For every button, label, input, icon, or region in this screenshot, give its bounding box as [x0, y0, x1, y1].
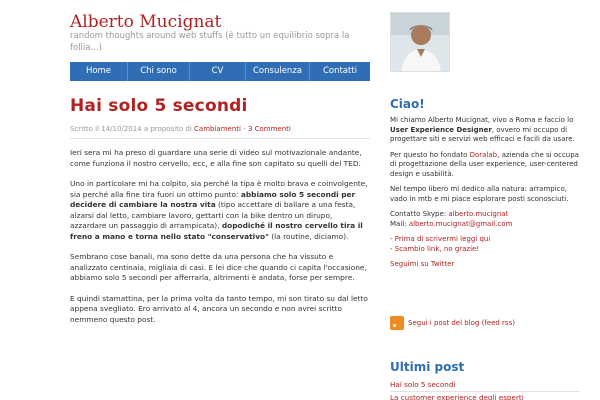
skype-label: Contatto Skype: [390, 210, 449, 218]
post-body [70, 148, 370, 335]
nav-item-chi-sono[interactable]: Chi sono [128, 62, 190, 81]
p2-text-c: (la routine, diciamo). [268, 231, 349, 241]
person-photo-icon [391, 13, 450, 72]
rss-link[interactable]: Segui i post del blog (feed rss) [408, 319, 515, 327]
intro-role: User Experience Designer [390, 125, 492, 134]
comments-link[interactable]: 3 Commenti [247, 125, 291, 133]
freetime-paragraph: Nel tempo libero mi dedico alla natura: arrampico, vado in mtb e mi piace esplorare posti sconosciuti. [390, 185, 569, 203]
intro-text-a: Mi chiamo Alberto Mucignat, vivo a Roma e faccio lo [390, 116, 574, 124]
sidebar-about [390, 116, 580, 276]
paragraph-4: E quindi stamattina, per la prima volta da tanto tempo, mi son tirato su dal letto appena svegliato. Ero arrivato al 4, ancora un secondo e non avrei scritto nemmeno questo post. [70, 293, 368, 324]
p2-bold-b: dopodiché il nostro cervello tira il freno a mano e torna nello stato "conservativo" [70, 221, 363, 241]
founded-text-b: , azienda che si occupa di progettazione della user experience, user-centered design e usabilità. [390, 150, 579, 178]
contact-paragraph [390, 210, 580, 229]
recent-post-item[interactable]: Hai solo 5 secondi [390, 379, 580, 392]
read-first-link[interactable]: - Prima di scrivermi leggi qui [390, 235, 491, 243]
site-title[interactable]: Alberto Mucignat [70, 12, 222, 32]
recent-post-item[interactable]: La customer experience degli esperti [390, 392, 580, 400]
rss-row [390, 316, 515, 330]
p2-bold-a: abbiamo solo 5 secondi per decidere di cambiare la nostra vita [70, 189, 356, 209]
nav-item-home[interactable]: Home [70, 62, 128, 81]
paragraph-3: Sembrano cose banali, ma sono dette da una persona che ha vissuto e analizzato centinaia, migliaia di casi. E lei dice che quando ci capita l'occasione, abbiamo solo 5 secondi per afferrarla, altrimenti è andata, forse per sempre. [70, 252, 367, 282]
p2-text-a: Uno in particolare mi ha colpito, sia perché la tipa è molto brava e coinvolgente, sia perché alla fine tira fuori un ottimo punto: [70, 179, 368, 199]
sidebar-links [390, 235, 580, 254]
meta-prefix: Scritto il [70, 125, 100, 133]
post-title[interactable]: Hai solo 5 secondi [70, 96, 248, 116]
intro-paragraph [390, 116, 580, 145]
twitter-link[interactable]: Seguimi su Twitter [390, 260, 455, 268]
mail-label: Mail: [390, 219, 409, 228]
p2-text-b: (tipo accettare di ballare a una festa, alzarsi dal letto, cambiare lavoro, gettarti con la bike dentro un dirupo, azzardare un passaggio di arrampicata), [70, 200, 356, 230]
site-description: random thoughts around web stuffs (è tutto un equilibrio sopra la follia...) [70, 31, 350, 53]
founded-text-a: Per questo ho fondato [390, 150, 470, 159]
paragraph-2 [70, 179, 370, 242]
main-nav [70, 62, 370, 81]
post-meta [70, 125, 370, 139]
recent-posts-list [390, 379, 580, 400]
meta-category-prefix: a proposito di [143, 125, 192, 133]
avatar [390, 12, 450, 72]
founded-paragraph [390, 151, 580, 180]
mail-link[interactable]: alberto.mucignat@gmail.com [408, 219, 513, 228]
no-link-exchange-link[interactable]: - Scambio link, no grazie! [390, 244, 480, 253]
paragraph-1: Ieri sera mi ha preso di guardare una serie di video sul motivazionale andante, come funziona il nostro cervello, ecc, e alla fine son capitato su quelli del TED. [70, 148, 362, 168]
recent-posts-heading: Ultimi post [390, 360, 465, 374]
greeting-heading: Ciao! [390, 97, 425, 111]
skype-link[interactable]: alberto.mucignat [448, 210, 509, 218]
doralab-link[interactable]: Doralab [469, 150, 498, 159]
nav-item-consulenza[interactable]: Consulenza [246, 62, 310, 81]
twitter-paragraph [390, 260, 580, 270]
meta-separator: - [240, 125, 248, 133]
nav-item-cv[interactable]: CV [190, 62, 246, 81]
post-date: 14/10/2014 [101, 125, 142, 133]
rss-icon[interactable] [390, 316, 404, 330]
category-link[interactable]: Cambiamenti [194, 125, 241, 133]
nav-item-contatti[interactable]: Contatti [322, 66, 358, 76]
intro-text-b: , ovvero mi occupo di progettare siti e servizi web efficaci e facili da usare. [390, 125, 575, 143]
